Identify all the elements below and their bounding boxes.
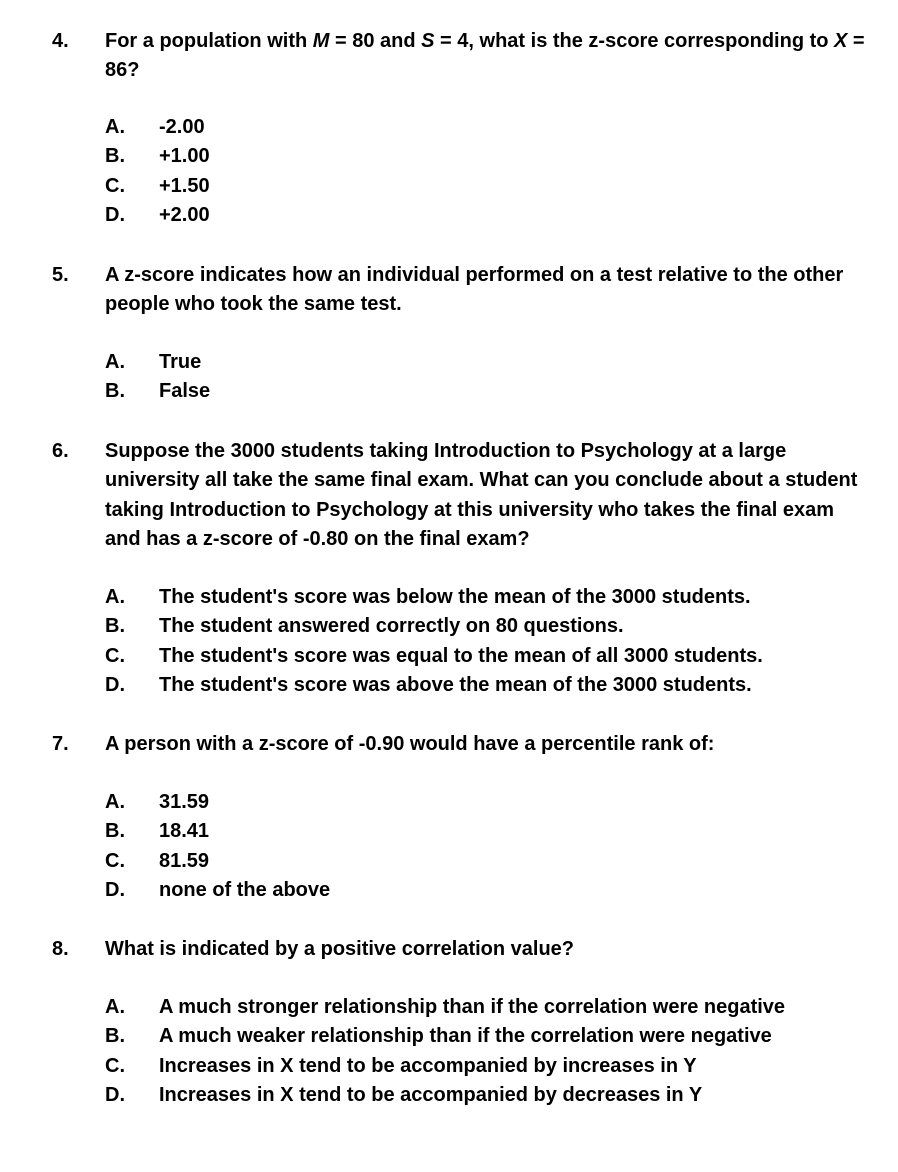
option-letter: B.: [105, 145, 125, 168]
option-text: A much stronger relationship than if the correlation were negative: [159, 996, 786, 1018]
question-text: A z-score indicates how an individual performed on a test relative to the other people who took the same test.: [105, 264, 844, 316]
option-letter: C.: [105, 644, 125, 667]
option-text: False: [159, 380, 211, 403]
question-number: 7.: [52, 733, 69, 755]
option-b[interactable]: [105, 612, 885, 641]
option-b[interactable]: [105, 817, 885, 846]
option-letter: A.: [105, 586, 125, 608]
option-letter: D.: [105, 878, 125, 901]
answer-options: [105, 348, 885, 407]
answer-options: [105, 583, 885, 700]
option-letter: B.: [105, 1025, 125, 1048]
option-a[interactable]: [105, 788, 885, 817]
option-letter: A.: [105, 351, 125, 373]
question-number: 4.: [52, 30, 69, 52]
option-d[interactable]: [105, 876, 885, 905]
option-text: Increases in X tend to be accompanied by increases in Y: [159, 1054, 697, 1077]
option-letter: A.: [105, 996, 125, 1018]
question-text: Suppose the 3000 students taking Introduction to Psychology at a large university all take the same final exam. What can you conclude about a student taking Introduction to Psychology at this university who takes the final exam and has a z-score of -0.80 on the final exam?: [105, 440, 858, 550]
question-number: 5.: [52, 264, 69, 286]
option-b[interactable]: [105, 1022, 885, 1051]
option-a[interactable]: [105, 993, 885, 1022]
option-d[interactable]: [105, 1081, 885, 1110]
option-text: 81.59: [159, 849, 210, 872]
option-text: The student's score was below the mean of the 3000 students.: [159, 586, 751, 608]
option-text: +1.00: [159, 145, 210, 168]
option-text: The student's score was equal to the mean of all 3000 students.: [159, 644, 763, 667]
option-letter: B.: [105, 820, 125, 843]
option-c[interactable]: [105, 847, 885, 876]
option-text: 18.41: [159, 820, 210, 843]
question-text: For a population with M = 80 and S = 4, what is the z-score corresponding to X = 86?: [105, 30, 865, 82]
question-number: 8.: [52, 938, 69, 960]
option-text: 31.59: [159, 791, 210, 813]
option-d[interactable]: [105, 671, 885, 700]
option-letter: C.: [105, 1054, 125, 1077]
option-text: The student's score was above the mean of the 3000 students.: [159, 673, 752, 696]
option-letter: C.: [105, 174, 125, 197]
option-b[interactable]: [105, 142, 885, 171]
answer-options: [105, 113, 885, 230]
option-letter: C.: [105, 849, 125, 872]
option-text: +2.00: [159, 203, 210, 226]
question-text: A person with a z-score of -0.90 would have a percentile rank of:: [105, 733, 715, 755]
option-text: True: [159, 351, 202, 373]
option-letter: D.: [105, 1083, 125, 1106]
option-c[interactable]: [105, 1052, 885, 1081]
question-text: What is indicated by a positive correlation value?: [105, 938, 575, 960]
option-b[interactable]: [105, 377, 885, 406]
answer-options: [105, 788, 885, 905]
question-number: 6.: [52, 440, 69, 462]
option-c[interactable]: [105, 642, 885, 671]
option-letter: D.: [105, 203, 125, 226]
option-letter: B.: [105, 615, 125, 638]
option-letter: B.: [105, 380, 125, 403]
option-text: none of the above: [159, 878, 331, 901]
option-letter: A.: [105, 791, 125, 813]
option-a[interactable]: [105, 348, 885, 377]
answer-options: [105, 993, 885, 1110]
option-text: The student answered correctly on 80 questions.: [159, 615, 624, 638]
option-text: Increases in X tend to be accompanied by decreases in Y: [159, 1083, 703, 1106]
option-letter: D.: [105, 673, 125, 696]
option-a[interactable]: [105, 583, 885, 612]
option-letter: A.: [105, 116, 125, 138]
option-c[interactable]: [105, 172, 885, 201]
option-d[interactable]: [105, 201, 885, 230]
option-text: +1.50: [159, 174, 210, 197]
option-a[interactable]: [105, 113, 885, 142]
option-text: -2.00: [159, 116, 205, 138]
option-text: A much weaker relationship than if the correlation were negative: [159, 1025, 772, 1048]
